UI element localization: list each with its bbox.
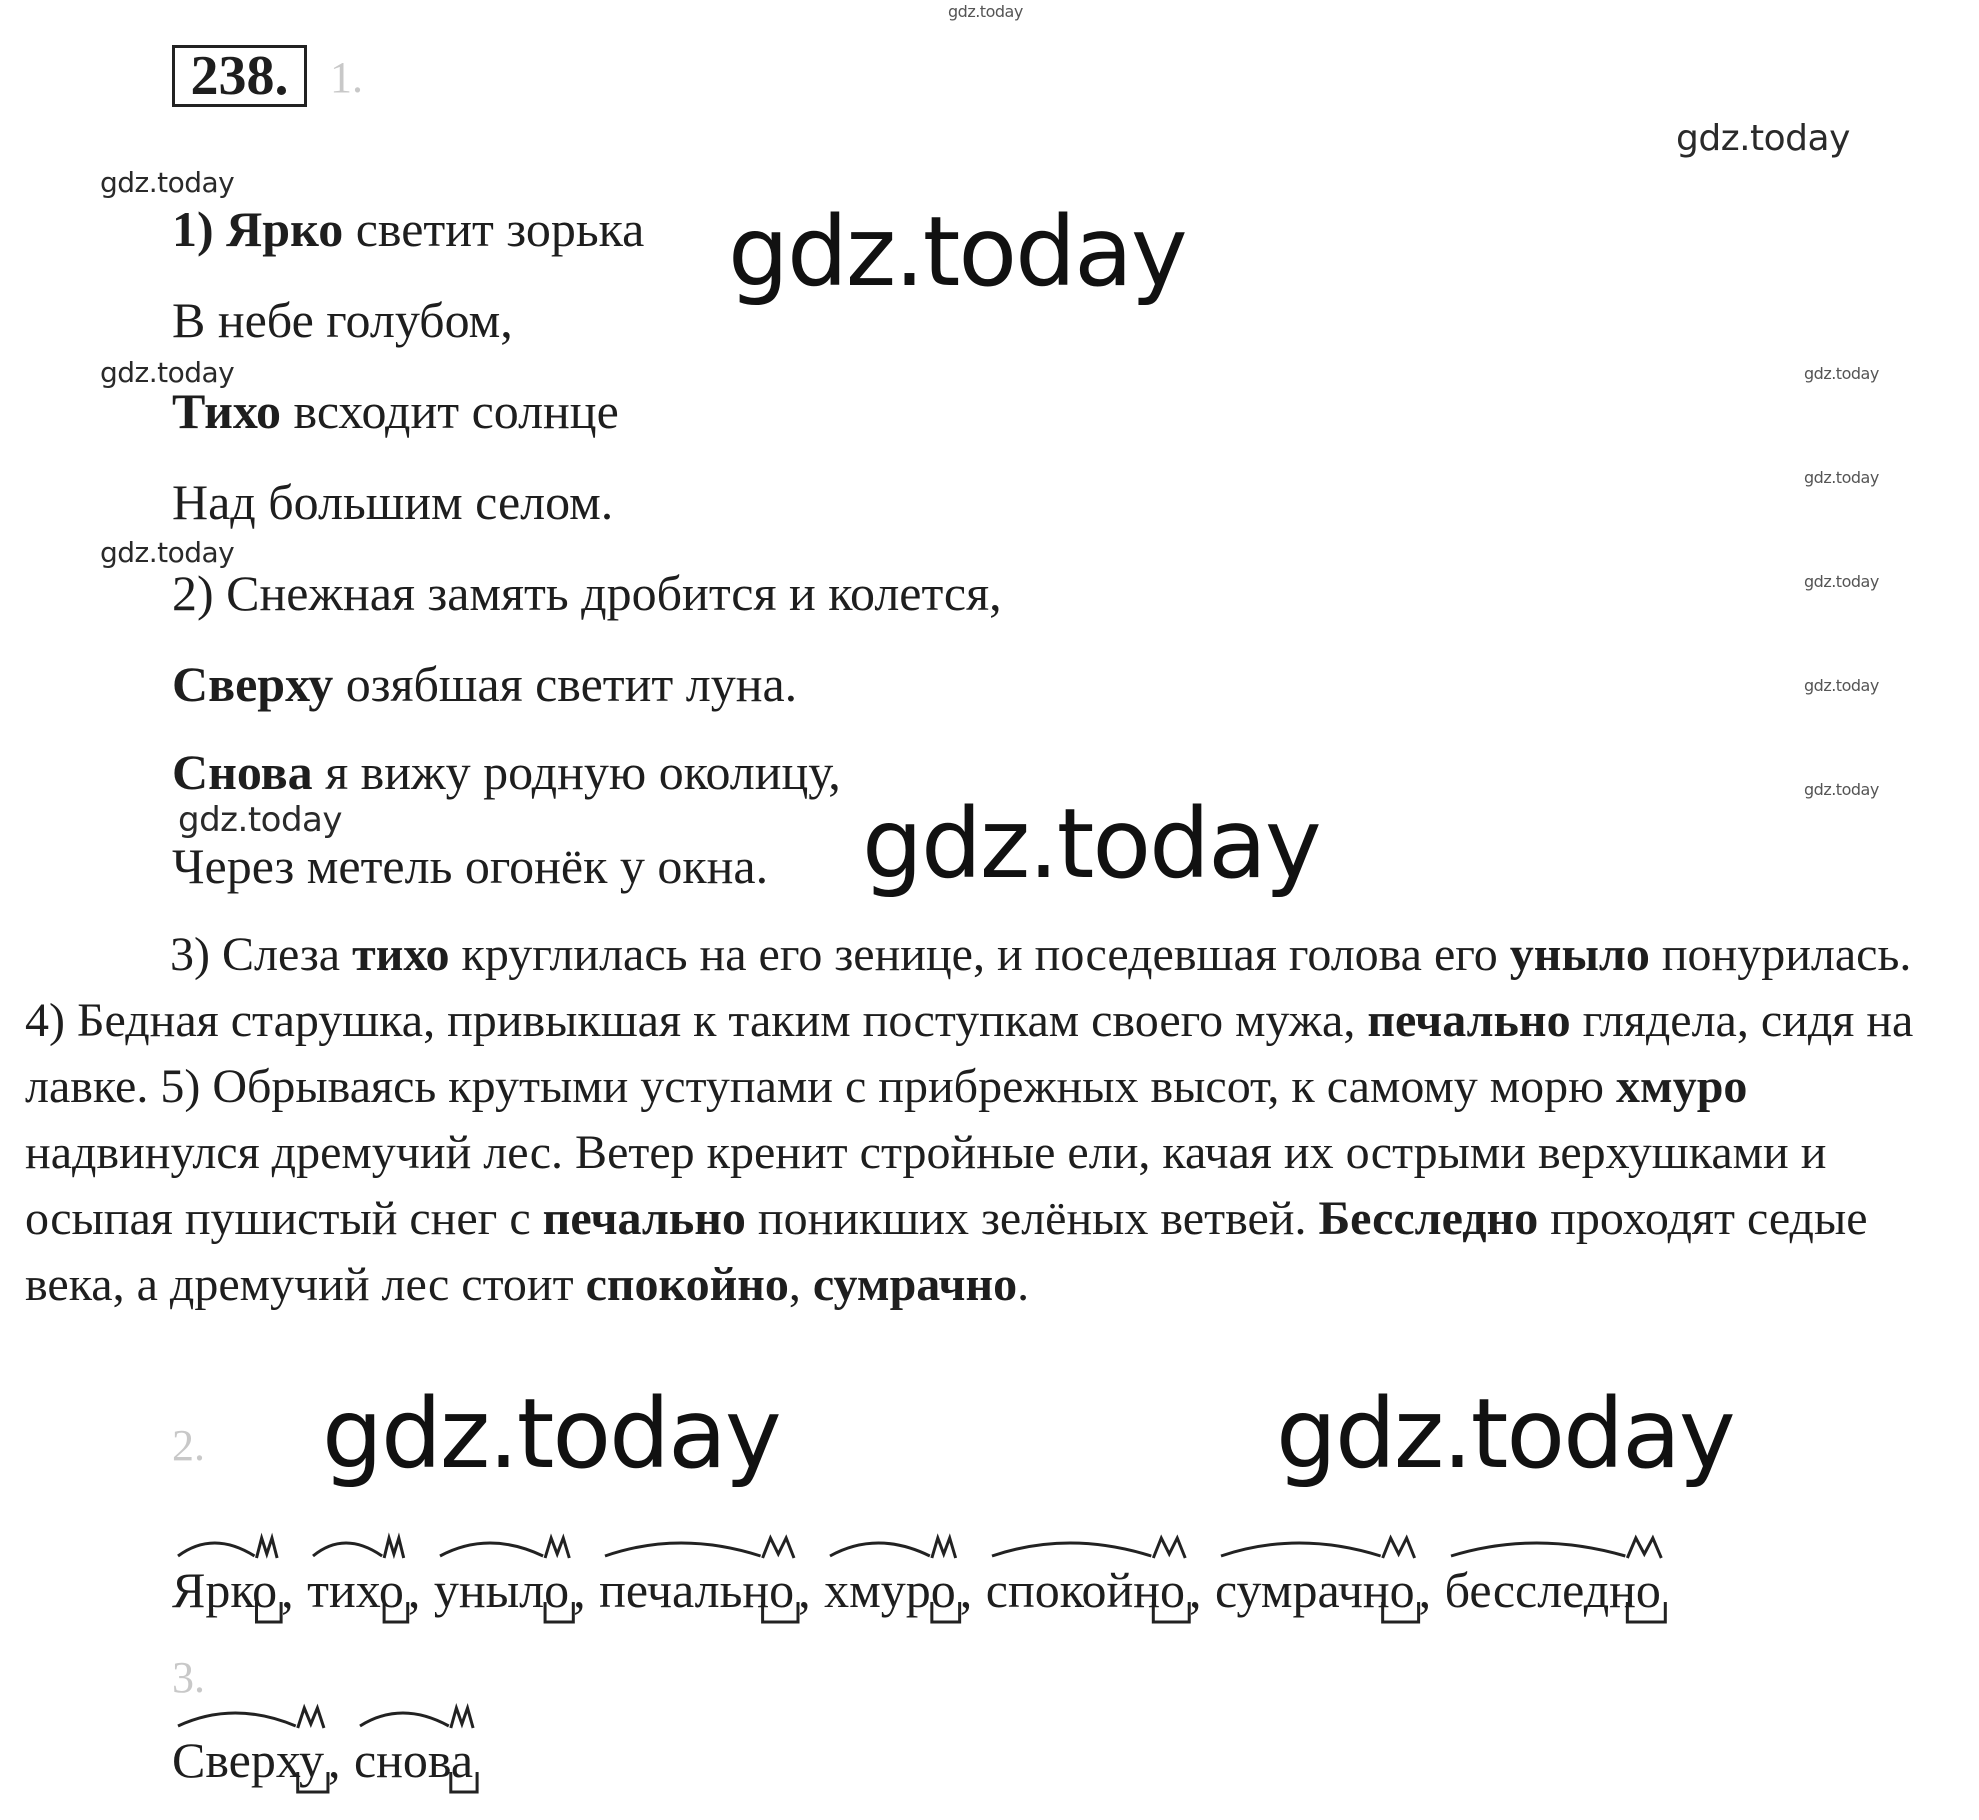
comma: ,: [573, 1562, 586, 1618]
root-arc: [605, 1543, 761, 1556]
suffix-mark: [451, 1708, 473, 1728]
comma: ,: [1189, 1562, 1202, 1618]
morpheme-word-text: спокойно: [985, 1562, 1185, 1618]
suffix-mark: [545, 1538, 569, 1558]
root-arc: [178, 1713, 296, 1726]
morpheme-word: [1445, 1530, 1661, 1620]
watermark: gdz.today: [100, 166, 235, 199]
poem1-line-3: Тихо всходит солнце: [172, 383, 619, 439]
bold-adverb: Бесследно: [1318, 1192, 1539, 1245]
comma: ,: [798, 1562, 811, 1618]
morpheme-word-text: хмуро: [824, 1562, 956, 1618]
morpheme-word-text: бесследно: [1444, 1562, 1661, 1618]
suffix-mark: [384, 1538, 404, 1558]
bold-adverb: сумрачно: [812, 1258, 1018, 1311]
watermark: gdz.today: [1676, 118, 1850, 159]
morpheme-word-text: Ярко: [172, 1562, 278, 1618]
text-run: 3) Слеза: [170, 928, 353, 981]
suffix-mark: [256, 1538, 277, 1558]
morpheme-word: [172, 1530, 277, 1620]
suffix-mark: [763, 1538, 794, 1558]
root-arc: [440, 1543, 543, 1556]
text-run: надвинулся дремучий лес. Ветер кренит стройные ели, качая их острыми верхушками и осыпая пушистый снег с: [25, 1126, 1827, 1245]
part-label-3: 3.: [172, 1653, 205, 1702]
suffix-mark: [1383, 1538, 1415, 1558]
morpheme-word-text: тихо: [307, 1562, 404, 1618]
morpheme-word-text: сумрачно: [1215, 1562, 1415, 1618]
text-run: поникших зелёных ветвей.: [745, 1192, 1319, 1245]
watermark: gdz.today: [948, 2, 1023, 21]
poem1-line-1: 1) Ярко светит зорька: [172, 201, 645, 257]
morpheme-word: [986, 1530, 1185, 1620]
root-arc: [1451, 1543, 1625, 1556]
suffix-mark: [298, 1708, 324, 1728]
root-arc: [178, 1543, 254, 1556]
comma: ,: [281, 1562, 294, 1618]
morpheme-word-text: Сверху: [172, 1732, 324, 1788]
watermark-large: gdz.today: [1276, 1378, 1734, 1490]
watermark: gdz.today: [100, 356, 235, 389]
bold-adverb: тихо: [352, 928, 450, 981]
morpheme-word: [824, 1530, 956, 1620]
root-arc: [313, 1543, 382, 1556]
poem2-line-4: Через метель огонёк у окна.: [172, 838, 769, 894]
root-arc: [992, 1543, 1151, 1556]
poem1-line-4: Над большим селом.: [172, 474, 614, 530]
root-arc: [360, 1713, 449, 1726]
part-label-2: 2.: [172, 1421, 205, 1470]
morpheme-word: [599, 1530, 794, 1620]
morpheme-word: [1215, 1530, 1415, 1620]
poem2-line-3: Снова я вижу родную околицу,: [172, 744, 841, 800]
prose-paragraph: [25, 922, 1955, 1318]
root-arc: [830, 1543, 930, 1556]
task-number: 238.: [172, 45, 307, 107]
root-arc: [1221, 1543, 1381, 1556]
suffix-mark: [1153, 1538, 1185, 1558]
morpheme-word-text: уныло: [433, 1562, 570, 1618]
watermark: gdz.today: [1804, 676, 1879, 695]
bold-adverb: уныло: [1509, 928, 1650, 981]
comma: ,: [959, 1562, 973, 1618]
bold-adverb: печально: [1367, 994, 1571, 1047]
watermark: gdz.today: [1804, 780, 1879, 799]
text-run: глядела, сидя на лавке. 5) Обрываясь крутыми уступами с прибрежных высот, к самому морю: [25, 994, 1914, 1113]
watermark-large: gdz.today: [322, 1378, 780, 1490]
comma: ,: [327, 1732, 341, 1788]
watermark-large: gdz.today: [862, 788, 1320, 900]
morpheme-word-text: снова: [353, 1732, 474, 1788]
suffix-mark: [932, 1538, 956, 1558]
text-run: понурилась. 4) Бедная старушка, привыкшая к таким поступкам своего мужа,: [25, 928, 1912, 1047]
comma: ,: [1418, 1562, 1432, 1618]
morpheme-word: [434, 1530, 569, 1620]
poem2-line-1: 2) Снежная замять дробится и колется,: [172, 565, 1002, 621]
morpheme-word-text: печально: [599, 1562, 795, 1618]
watermark: gdz.today: [1804, 468, 1879, 487]
text-run: проходят седые века, а дремучий лес стоит: [25, 1192, 1868, 1311]
poem2-line-2: Сверху озябшая светит луна.: [172, 656, 798, 712]
morpheme-word: [307, 1530, 404, 1620]
comma: ,: [407, 1562, 421, 1618]
bold-adverb: печально: [542, 1192, 746, 1245]
watermark: gdz.today: [1804, 572, 1879, 591]
morpheme-word: [354, 1700, 473, 1790]
text-run: .: [1017, 1258, 1030, 1311]
text-run: ,: [788, 1258, 813, 1311]
text-run: круглилась на его зенице, и поседевшая голова его: [449, 928, 1510, 981]
watermark: gdz.today: [100, 536, 235, 569]
bold-adverb: спокойно: [585, 1258, 789, 1311]
suffix-mark: [1627, 1538, 1661, 1558]
poem1-line-2: В небе голубом,: [172, 292, 513, 348]
morpheme-word: [172, 1700, 324, 1790]
watermark: gdz.today: [1804, 364, 1879, 383]
watermark: gdz.today: [178, 800, 342, 840]
bold-adverb: хмуро: [1616, 1060, 1748, 1113]
watermark-large: gdz.today: [728, 196, 1186, 308]
part-label-1: 1.: [330, 53, 363, 102]
